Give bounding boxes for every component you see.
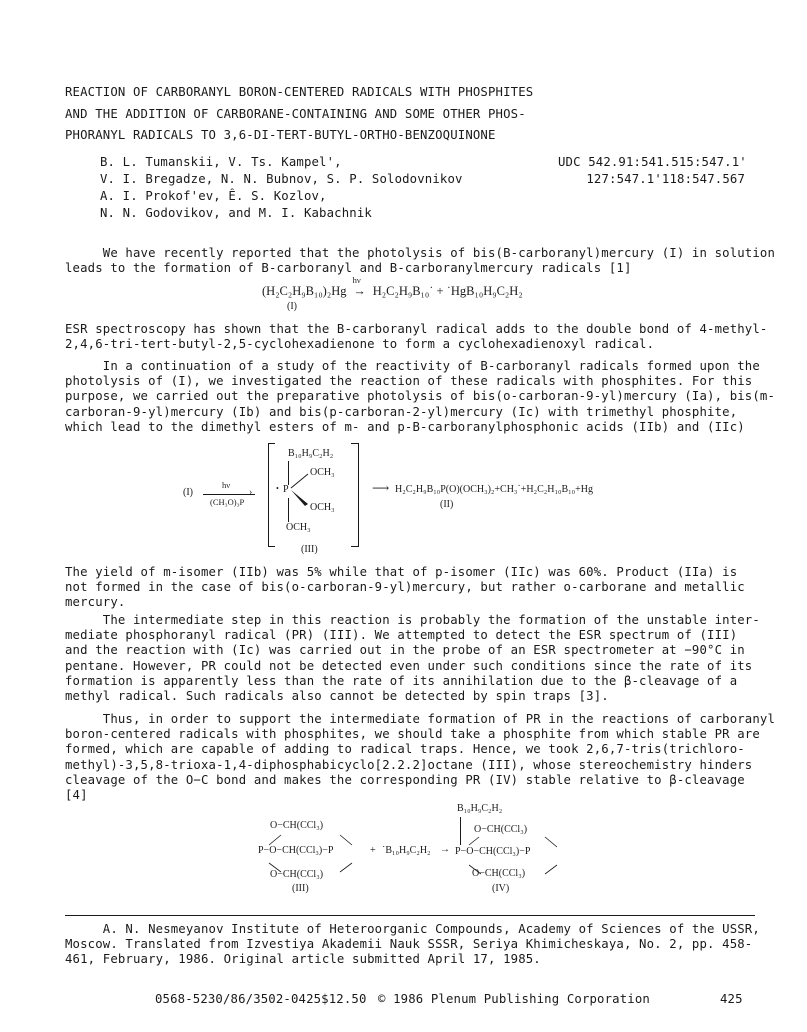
scheme1-dot: • — [276, 484, 279, 493]
text-line: which lead to the dimethyl esters of m- and p-B-carboranylphosphonic acids (IIb) and (IIc) — [65, 419, 745, 434]
paragraph-1 — [65, 246, 776, 276]
text-line: Thus, in order to support the intermediate formation of PR in the reactions of carboranyl — [65, 712, 776, 726]
footer-copyright: © 1986 Plenum Publishing Corporation — [378, 992, 650, 1006]
author-line-3: A. I. Prokof'ev, Ê. S. Kozlov, — [100, 189, 327, 203]
bracket-left-top — [268, 443, 275, 444]
text-line: mediate phosphoranyl radical (PR) (III). We attempted to detect the ESR spectrum of (III) — [65, 628, 738, 643]
scheme1-label: (III) — [301, 544, 318, 555]
eq1-hv: hν — [352, 275, 361, 285]
article-title — [65, 82, 533, 147]
bracket-left-bottom — [268, 546, 275, 547]
text-line: photolysis of (I), we investigated the reaction of these radicals with phosphites. For this — [65, 374, 753, 389]
text-line: 2,4,6-tri-tert-butyl-2,5-cyclohexadienone to form a cyclohexadienoxyl radical. — [65, 337, 655, 352]
scheme1-och3-b: OCH₃ — [310, 502, 335, 513]
page-number: 425 — [720, 992, 743, 1006]
scheme1-arrow-head: › — [249, 487, 253, 498]
text-line: ESR spectroscopy has shown that the B-carboranyl radical adds to the double bond of 4-methyl- — [65, 322, 768, 336]
text-line: The intermediate step in this reaction is probably the formation of the unstable inter- — [65, 613, 760, 627]
bracket-left — [268, 443, 269, 547]
bond-vertical-bottom — [288, 498, 289, 522]
bracket-right-top — [351, 443, 358, 444]
paragraph-4 — [65, 565, 755, 611]
scheme2-right-bot: O−CH(CCl₃) — [472, 868, 526, 879]
text-line: purpose, we carried out the preparative photolysis of bis(o-carboran-9-yl)mercury (Ia), bis(m- — [65, 389, 776, 404]
eq1-rhs: H₂C₂H₉B₁₀˙ + ˙HgB₁₀H₉C₂H₂ — [372, 284, 523, 298]
paragraph-6 — [65, 712, 776, 803]
text-line: The yield of m-isomer (IIb) was 5% while that of p-isomer (IIc) was 60%. Product (IIa) is — [65, 565, 738, 579]
text-line: methyl radical. Such radicals also cannot be detected by spin traps [3]. — [65, 689, 609, 704]
scheme1-products: H₂C₂H₉B₁₀P(O)(OCH₃)₂+CH₃˙+H₂C₂H₁₀B₁₀+Hg — [395, 484, 593, 495]
footnote — [65, 922, 760, 968]
scheme2-right-top: O−CH(CCl₃) — [474, 824, 528, 835]
text-line: In a continuation of a study of the reactivity of B-carboranyl radicals formed upon the — [65, 359, 760, 373]
author-line-4: N. N. Godovikov, and M. I. Kabachnik — [100, 206, 372, 220]
title-line-1: REACTION OF CARBORANYL BORON-CENTERED RADICALS WITH PHOSPHITES — [65, 85, 534, 99]
scheme2-right-mid: P−O−CH(CCl₃)−P — [455, 846, 531, 857]
scheme2-left-label: (III) — [292, 883, 309, 894]
scheme2-left-top: O−CH(CCl₃) — [270, 820, 324, 831]
paragraph-2 — [65, 322, 768, 352]
scheme1-och3-a: OCH₃ — [310, 467, 335, 478]
paragraph-5 — [65, 613, 760, 704]
scheme2-right-label: (IV) — [492, 883, 510, 894]
scheme2-left-bot: O−CH(CCl₃) — [270, 869, 324, 880]
scheme1-p-atom: P — [283, 484, 289, 495]
eq1-label: (I) — [287, 301, 297, 312]
scheme2-reagent: ˙B₁₀H₉C₂H₂ — [382, 845, 431, 856]
scheme1-arrow-line — [203, 494, 255, 495]
eq1-lhs: (H₂C₂H₉B₁₀)₂Hg — [262, 284, 347, 298]
footnote-line: Moscow. Translated from Izvestiya Akademii Nauk SSSR, Seriya Khimicheskaya, No. 2, pp. 458- — [65, 937, 753, 952]
scheme1-och3-c: OCH₃ — [286, 522, 311, 533]
scheme2-left-mid: P−O−CH(CCl₃)−P — [258, 845, 334, 856]
equation-1 — [262, 275, 523, 299]
udc-code — [558, 154, 745, 188]
bracket-right — [358, 443, 359, 547]
text-line: pentane. However, PR could not be detected even under such conditions since the rate of its — [65, 658, 753, 673]
scheme1-reagent: (CH₃O)₃P — [210, 497, 245, 507]
title-line-2: AND THE ADDITION OF CARBORANE-CONTAINING AND SOME OTHER PHOS- — [65, 106, 526, 121]
udc-line-2: 127:547.1'118:547.567 — [586, 172, 745, 186]
author-line-2: V. I. Bregadze, N. N. Bubnov, S. P. Solodovnikov — [100, 172, 463, 186]
scheme1-hv: hν — [222, 480, 231, 490]
scheme2-right-substituent: B₁₀H₉C₂H₂ — [457, 803, 503, 814]
scheme1-arrow2: ⟶ — [372, 481, 390, 495]
footnote-line: A. N. Nesmeyanov Institute of Heteroorganic Compounds, Academy of Sciences of the USSR, — [65, 922, 760, 936]
text-line: We have recently reported that the photolysis of bis(B-carboranyl)mercury (I) in solution — [65, 246, 776, 260]
text-line: carboran-9-yl)mercury (Ib) and bis(p-carboran-2-yl)mercury (Ic) with trimethyl phosphite, — [65, 404, 738, 419]
text-line: not formed in the case of bis(o-carboran-9-yl)mercury, but rather o-carborane and metallic — [65, 580, 745, 595]
text-line: boron-centered radicals with phosphites, we should take a phosphite from which stable PR are — [65, 727, 760, 742]
footnote-divider — [65, 915, 755, 916]
footnote-line: 461, February, 1986. Original article submitted April 17, 1985. — [65, 952, 541, 967]
author-list — [100, 154, 463, 222]
footer-code: 0568-5230/86/3502-0425$12.50 — [155, 992, 367, 1006]
author-line-1: B. L. Tumanskii, V. Ts. Kampel', — [100, 155, 342, 169]
text-line: formed, which are capable of adding to radical traps. Hence, we took 2,6,7-tris(trichloro- — [65, 742, 745, 757]
text-line: and the reaction with (Ic) was carried out in the probe of an ESR spectrometer at −90°C in — [65, 643, 745, 658]
text-line: cleavage of the O−C bond and makes the corresponding PR (IV) stable relative to β-cleavage — [65, 772, 745, 787]
title-line-3: PHORANYL RADICALS TO 3,6-DI-TERT-BUTYL-ORTHO-BENZOQUINONE — [65, 128, 496, 142]
paragraph-3 — [65, 359, 776, 435]
text-line: formation is apparently less than the rate of its annihilation due to the β-cleavage of a — [65, 673, 738, 688]
scheme2-arrow: → — [440, 844, 450, 855]
scheme2-plus: + — [370, 845, 376, 856]
scheme1-top-substituent: B₁₀H₉C₂H₂ — [288, 448, 334, 459]
eq1-arrow: → — [353, 284, 366, 298]
bracket-right-bottom — [351, 546, 358, 547]
text-line: mercury. — [65, 595, 126, 610]
text-line: [4] — [65, 788, 88, 803]
scheme1-product-label: (II) — [440, 499, 454, 510]
text-line: leads to the formation of B-carboranyl and B-carboranylmercury radicals [1] — [65, 261, 632, 276]
scheme1-reactant: (I) — [183, 487, 193, 498]
text-line: methyl)-3,5,8-trioxa-1,4-diphosphabicyclo[2.2.2]octane (III), whose stereochemistry hinders — [65, 757, 753, 772]
udc-line-1: UDC 542.91:541.515:547.1' — [558, 155, 747, 169]
